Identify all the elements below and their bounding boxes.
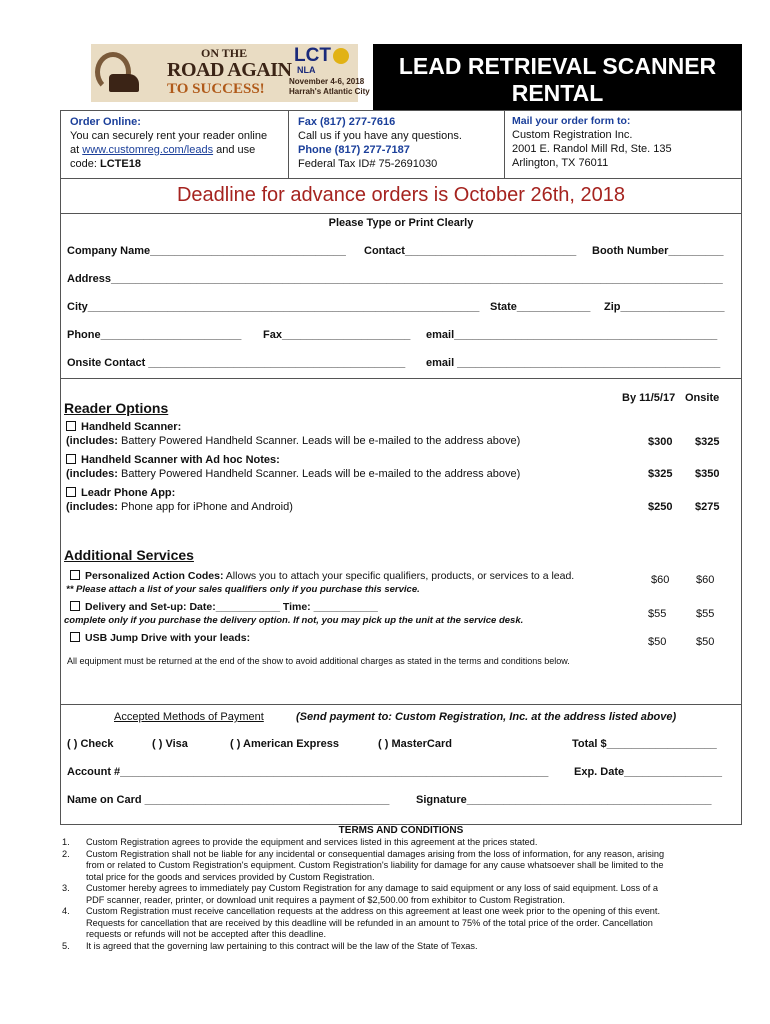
terms-item (62, 849, 742, 884)
usb-title: USB Jump Drive with your leads: (85, 632, 251, 644)
account-number-field[interactable]: Account #______________________________________________________________________ (67, 766, 549, 778)
address-field[interactable]: Address____________________________________________________________________________________________________ (67, 273, 723, 285)
mail-heading: Mail your order form to: (512, 115, 631, 127)
terms-list (62, 837, 742, 952)
mail-city: Arlington, TX 76011 (512, 157, 609, 169)
signature-field[interactable]: Signature________________________________________ (416, 794, 712, 806)
booth-number-field[interactable]: Booth Number_________ (592, 245, 724, 257)
reader-option-adhoc (66, 453, 626, 481)
terms-item (62, 837, 742, 849)
order-online-heading: Order Online: (70, 116, 141, 128)
event-logo (91, 44, 370, 102)
terms-item-line: Requests for cancellation that are received by this deadline will be refunded in an amount to 75% of the total price of the order. Cancellation (86, 917, 653, 928)
handheld-desc: Battery Powered Handheld Scanner. Leads will be e-mailed to the address above) (117, 435, 521, 447)
handheld-price-advance: $300 (648, 436, 673, 448)
terms-item-line: It is agreed that the governing law pertaining to this contract will be the law of the State of Texas. (86, 940, 478, 951)
phone-app-price-onsite: $275 (695, 501, 720, 513)
action-codes-price-advance: $60 (651, 574, 670, 586)
please-type-text: Please Type or Print Clearly (328, 217, 474, 229)
logo-badge-sub: NLA (297, 65, 316, 75)
phone-app-title: Leadr Phone App: (81, 487, 176, 499)
city-field[interactable]: City________________________________________________________________ (67, 301, 480, 313)
cowboy-boot-icon (109, 74, 139, 92)
terms-item-line: Customer hereby agrees to immediately pay Custom Registration for any damage to said equipment or any loss of said equipment. Loss of a (86, 883, 658, 893)
terms-item-line: from or related to Custom Registration's equipment. Custom Registration's liability for damage for any cause whatsoever shall be limited to the (86, 860, 664, 870)
handheld-includes-label: (includes: (66, 435, 118, 447)
terms-item-number: 3. (62, 883, 70, 893)
zip-field[interactable]: Zip_________________ (604, 301, 725, 313)
reader-options-heading: Reader Options (64, 400, 169, 416)
terms-item (62, 941, 742, 953)
terms-item (62, 883, 742, 906)
payment-methods-heading: Accepted Methods of Payment (114, 711, 264, 723)
delivery-price-advance: $55 (648, 608, 667, 620)
usb-price-advance: $50 (648, 636, 667, 648)
deadline-text: Deadline for advance orders is October 26th, 2018 (176, 184, 626, 206)
onsite-email-field[interactable]: email ___________________________________________ (426, 357, 721, 369)
terms-item-number: 1. (62, 837, 70, 847)
handheld-title: Handheld Scanner: (81, 421, 182, 433)
delivery-checkbox[interactable] (70, 601, 80, 611)
action-codes-note: ** Please attach a list of your sales qualifiers only if you purchase this service. (66, 584, 420, 595)
logo-dates: November 4-6, 2018 (289, 77, 365, 86)
onsite-contact-field[interactable]: Onsite Contact __________________________________________ (67, 357, 406, 369)
price-header-onsite: Onsite (685, 392, 720, 404)
terms-item-number: 2. (62, 848, 70, 859)
action-codes-price-onsite: $60 (696, 574, 715, 586)
name-on-card-field[interactable]: Name on Card ________________________________________ (67, 794, 390, 806)
payment-send-note: (Send payment to: Custom Registration, Inc. at the address listed above) (296, 711, 677, 723)
action-codes-desc: Allows you to attach your specific qualifiers, products, or services to a lead. (223, 570, 575, 582)
order-online-at: at (70, 144, 80, 156)
phone-app-includes-label: (includes: (66, 501, 118, 513)
terms-item-number: 5. (62, 940, 70, 951)
logo-line2: ROAD AGAIN (167, 59, 292, 81)
reader-option-handheld (66, 420, 626, 448)
terms-item-line: Custom Registration must receive cancellation requests at the address on this agreement at least one week prior to the opening of this event. (86, 906, 661, 916)
adhoc-title: Handheld Scanner with Ad hoc Notes: (81, 454, 280, 466)
company-name-field[interactable]: Company Name________________________________ (67, 245, 346, 257)
order-online-code: LCTE18 (99, 158, 141, 170)
contact-field[interactable]: Contact____________________________ (364, 245, 577, 257)
service-delivery (64, 601, 645, 627)
order-online-box (70, 115, 285, 171)
additional-services-heading: Additional Services (64, 547, 194, 563)
terms-item-line: PDF scanner, reader, printer, or download unit requires a payment of $2,500.00 from exhibitor to Custom Registration. (86, 894, 566, 905)
phone-app-checkbox[interactable] (66, 487, 76, 497)
title-line2: RENTAL (511, 80, 604, 106)
phone-field[interactable]: Phone_______________________ (67, 329, 242, 341)
mail-street: 2001 E. Randol Mill Rd, Ste. 135 (512, 143, 672, 155)
logo-line3: TO SUCCESS! (167, 81, 265, 97)
terms-item-line: requests or refunds will not be accepted after this deadline. (86, 929, 327, 939)
terms-item-line: total price for the goods and services provided by Custom Registration. (86, 871, 375, 882)
title-line1: LEAD RETRIEVAL SCANNER (398, 53, 717, 79)
terms-item (62, 906, 742, 941)
adhoc-checkbox[interactable] (66, 454, 76, 464)
logo-badge: LCT (294, 45, 331, 66)
email-field[interactable]: email___________________________________________ (426, 329, 718, 341)
action-codes-title: Personalized Action Codes: (85, 570, 224, 582)
terms-item-number: 4. (62, 906, 70, 916)
action-codes-checkbox[interactable] (70, 570, 80, 580)
reader-option-phone-app (66, 486, 626, 514)
payment-visa-option[interactable]: ( ) Visa (152, 738, 188, 750)
logo-badge-icon (333, 48, 349, 64)
delivery-note: complete only if you purchase the delivery option. If not, you may pick up the unit at the service desk. (64, 615, 524, 626)
adhoc-price-advance: $325 (648, 468, 673, 480)
payment-total-field[interactable]: Total $__________________ (572, 738, 717, 750)
adhoc-desc: Battery Powered Handheld Scanner. Leads will be e-mailed to the address above) (117, 468, 521, 480)
terms-item-line: Custom Registration agrees to provide the equipment and services listed in this agreement at the prices stated. (86, 837, 538, 847)
mail-name: Custom Registration Inc. (512, 129, 633, 141)
phone-app-desc: Phone app for iPhone and Android) (117, 501, 293, 513)
payment-amex-option[interactable]: ( ) American Express (230, 738, 340, 750)
usb-checkbox[interactable] (70, 632, 80, 642)
order-online-line1: You can securely rent your reader online (70, 130, 268, 142)
state-field[interactable]: State____________ (490, 301, 591, 313)
service-usb (70, 632, 645, 645)
fax-number: Fax (817) 277-7616 (298, 116, 396, 128)
order-online-line2: and use (216, 144, 256, 156)
payment-mastercard-option[interactable]: ( ) MasterCard (378, 738, 452, 750)
order-online-code-label: code: (70, 158, 97, 170)
exp-date-field[interactable]: Exp. Date________________ (574, 766, 723, 778)
delivery-title[interactable]: Delivery and Set-up: Date:___________ Time: ___________ (85, 601, 378, 613)
return-note: All equipment must be returned at the end of the show to avoid additional charges as stated in the terms and conditions below. (67, 656, 570, 666)
order-online-link[interactable]: www.customreg.com/leads (82, 144, 214, 156)
fax-box (298, 115, 503, 171)
usb-price-onsite: $50 (696, 636, 715, 648)
mail-box (512, 115, 737, 170)
logo-venue: Harrah's Atlantic City (289, 87, 370, 96)
handheld-price-onsite: $325 (695, 436, 720, 448)
adhoc-price-onsite: $350 (695, 468, 720, 480)
service-action-codes (66, 570, 645, 596)
adhoc-includes-label: (includes: (66, 468, 118, 480)
phone-app-price-advance: $250 (648, 501, 673, 513)
fax-field[interactable]: Fax_____________________ (263, 329, 411, 341)
payment-check-option[interactable]: ( ) Check (67, 738, 114, 750)
phone-number: Phone (817) 277-7187 (298, 144, 410, 156)
price-header-advance: By 11/5/17 (622, 392, 676, 404)
title-block (373, 44, 742, 110)
handheld-checkbox[interactable] (66, 421, 76, 431)
terms-heading: TERMS AND CONDITIONS (338, 825, 464, 836)
delivery-price-onsite: $55 (696, 608, 715, 620)
logo-line1: ON THE (201, 46, 248, 60)
fax-call-text: Call us if you have any questions. (298, 130, 462, 142)
terms-item-line: Custom Registration shall not be liable for any incidental or consequential damages arising from the loss of information, for any reason, arising (86, 848, 665, 859)
federal-tax-id: Federal Tax ID# 75-2691030 (298, 158, 438, 170)
